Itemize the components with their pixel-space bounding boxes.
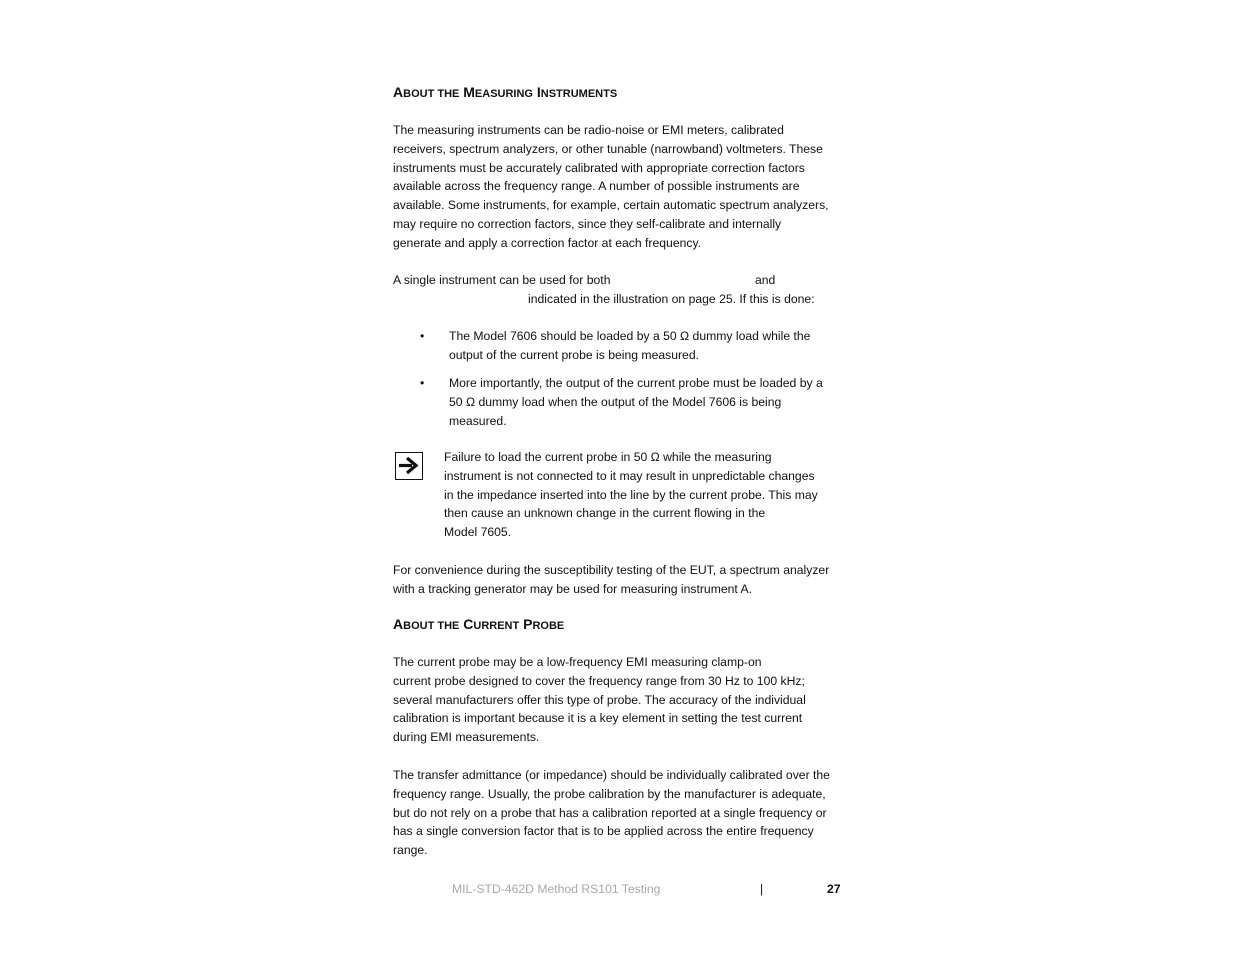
text-line: indicated in the illustration on page 25. If this is done: <box>528 291 815 306</box>
heading-initial: A <box>393 84 404 100</box>
text-line: then cause an unknown change in the current flowing in the <box>444 506 766 521</box>
text-line: has a single conversion factor that is to be applied across the entire frequency <box>393 824 814 839</box>
text-fragment: A single instrument can be used for both <box>393 273 611 287</box>
text-line: may require no correction factors, since they self-calibrate and internally <box>393 216 782 231</box>
paragraph-transfer-admittance <box>393 766 845 860</box>
heading-initial: M <box>463 84 475 100</box>
text-line: during EMI measurements. <box>393 730 540 745</box>
arrow-right-icon <box>395 452 423 480</box>
text-line: measured. <box>449 413 507 428</box>
footer-document-title: MIL-STD-462D Method RS101 Testing <box>452 882 661 896</box>
text-line: For convenience during the susceptibility testing of the EUT, a spectrum analyzer <box>393 563 830 577</box>
section-heading-current-probe <box>393 616 564 632</box>
section-heading-measuring-instruments <box>393 84 617 100</box>
heading-initial: I <box>536 84 541 100</box>
bullet-marker: • <box>420 329 425 343</box>
heading-smallcaps: BOUT THE <box>403 88 460 100</box>
text-line: instrument is not connected to it may result in unpredictable changes <box>444 468 815 483</box>
paragraph-measuring-instruments-intro <box>393 121 845 253</box>
paragraph-current-probe-intro <box>393 653 845 747</box>
text-line: receivers, spectrum analyzers, or other tunable (narrowband) voltmeters. These <box>393 141 823 156</box>
text-line: in the impedance inserted into the line by the current probe. This may <box>444 487 818 502</box>
bullet-item-dummy-load-7606 <box>449 327 845 365</box>
text-line: but do not rely on a probe that has a calibration reported at a single frequency or <box>393 805 827 820</box>
bullet-marker: • <box>420 376 425 390</box>
text-line: calibration is important because it is a key element in setting the test current <box>393 711 803 726</box>
document-page <box>393 0 845 954</box>
text-fragment: and <box>755 273 776 287</box>
heading-smallcaps: ROBE <box>532 620 565 632</box>
text-line: several manufacturers offer this type of probe. The accuracy of the individual <box>393 692 806 707</box>
text-line: with a tracking generator may be used for measuring instrument A. <box>393 581 753 596</box>
text-line: More importantly, the output of the current probe must be loaded by a <box>449 376 823 390</box>
heading-initial: C <box>463 616 474 632</box>
text-line: generate and apply a correction factor at each frequency. <box>393 235 702 250</box>
text-line: Failure to load the current probe in 50 Ω while the measuring <box>444 450 772 464</box>
note-failure-to-load <box>444 448 844 542</box>
heading-smallcaps: NSTRUMENTS <box>540 88 618 100</box>
text-line: The current probe may be a low-frequency EMI measuring clamp-on <box>393 655 762 669</box>
text-line: The Model 7606 should be loaded by a 50 Ω dummy load while the <box>449 329 811 343</box>
text-line: frequency range. Usually, the probe calibration by the manufacturer is adequate, <box>393 786 826 801</box>
paragraph-spectrum-analyzer-convenience <box>393 561 845 599</box>
text-line <box>393 271 845 290</box>
paragraph-single-instrument <box>393 271 845 309</box>
text-line: available. Some instruments, for example, certain automatic spectrum analyzers, <box>393 198 829 213</box>
text-line: The measuring instruments can be radio-noise or EMI meters, calibrated <box>393 123 784 137</box>
text-line: current probe designed to cover the frequency range from 30 Hz to 100 kHz; <box>393 673 805 688</box>
heading-smallcaps: BOUT THE <box>403 620 460 632</box>
heading-smallcaps: EASURING <box>474 88 533 100</box>
arrow-right-icon-glyph <box>396 453 421 478</box>
text-line: range. <box>393 843 428 858</box>
text-line: available across the frequency range. A number of possible instruments are <box>393 179 800 194</box>
text-line: instruments must be accurately calibrated with appropriate correction factors <box>393 160 805 175</box>
heading-initial: P <box>523 616 533 632</box>
text-line: output of the current probe is being measured. <box>449 347 699 362</box>
footer-page-number: 27 <box>827 882 841 896</box>
text-line: Model 7605. <box>444 525 512 540</box>
text-line: The transfer admittance (or impedance) should be individually calibrated over the <box>393 768 830 782</box>
heading-smallcaps: URRENT <box>473 620 520 632</box>
footer-separator: | <box>760 882 764 896</box>
text-line: 50 Ω dummy load when the output of the Model 7606 is being <box>449 394 782 409</box>
bullet-item-dummy-load-probe <box>449 374 845 430</box>
heading-initial: A <box>393 616 404 632</box>
